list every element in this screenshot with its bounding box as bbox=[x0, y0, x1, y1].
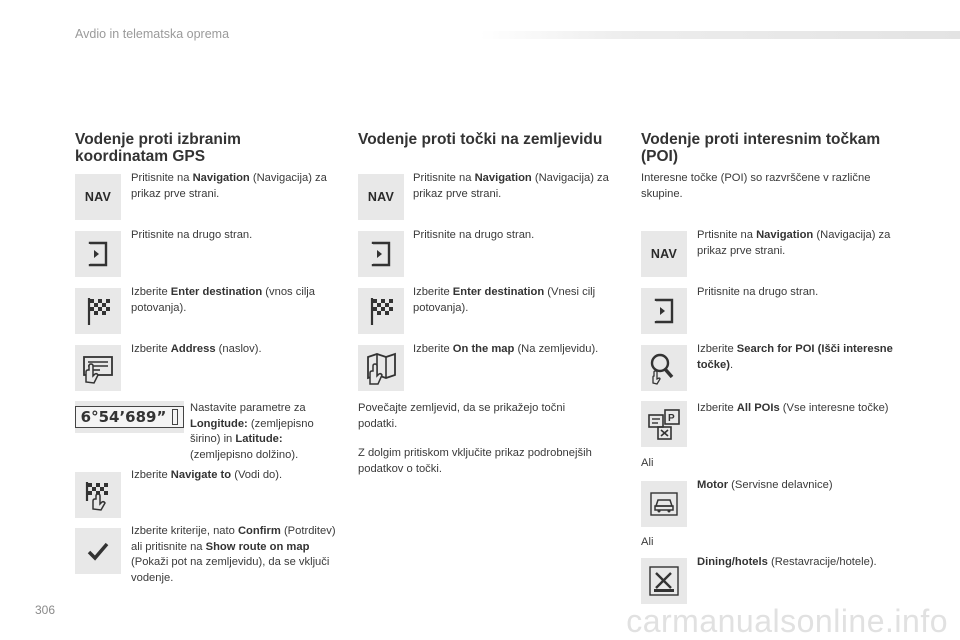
checkmark-icon bbox=[75, 528, 121, 574]
dining-hotels-icon bbox=[641, 558, 687, 604]
motor-car-icon bbox=[641, 481, 687, 527]
search-poi-icon bbox=[641, 345, 687, 391]
col3-step6-text: Dining/hotels (Restavracije/hotele). bbox=[697, 556, 877, 568]
col1-title-line2: koordinatam GPS bbox=[75, 148, 206, 165]
col2-paragraph-longpress: Z dolgim pritiskom vključite prikaz podrobnejših podatkov o točki. bbox=[358, 447, 592, 475]
nav-button-icon: NAV bbox=[358, 174, 404, 220]
nav-button-icon: NAV bbox=[75, 174, 121, 220]
col2-paragraph-zoom: Povečajte zemljevid, da se prikažejo točni podatki. bbox=[358, 402, 566, 430]
col1-step7-text: Izberite kriterije, nato Confirm (Potrditev) ali pritisnite na Show route on map (Pokaži pot na zemljevidu), da se vključi vodenje. bbox=[131, 525, 336, 584]
coordinate-display-icon bbox=[75, 401, 184, 433]
col2-step4-text: Izberite On the map (Na zemljevidu). bbox=[413, 343, 599, 355]
col3-step4-text: Izberite All POIs (Vse interesne točke) bbox=[697, 402, 889, 414]
page-number: 306 bbox=[35, 603, 56, 617]
next-page-icon bbox=[358, 231, 404, 277]
col3-or-2: Ali bbox=[641, 536, 654, 548]
map-touch-icon bbox=[358, 345, 404, 391]
col3-or-1: Ali bbox=[641, 457, 654, 469]
nav-button-icon: NAV bbox=[641, 231, 687, 277]
col1-step1-text: Pritisnite na Navigation (Navigacija) za prikaz prve strani. bbox=[131, 172, 327, 200]
all-pois-icon bbox=[641, 401, 687, 447]
next-page-icon bbox=[641, 288, 687, 334]
col3-title-line2: (POI) bbox=[641, 148, 679, 165]
col2-title: Vodenje proti točki na zemljevidu bbox=[358, 131, 603, 148]
col1-title-line1: Vodenje proti izbranim bbox=[75, 131, 241, 148]
col1-step3-text: Izberite Enter destination (vnos cilja potovanja). bbox=[131, 286, 316, 314]
col3-title bbox=[641, 131, 880, 165]
next-page-icon bbox=[75, 231, 121, 277]
col3-step1-text: Prtisnite na Navigation (Navigacija) za prikaz prve strani. bbox=[697, 229, 891, 257]
col2-step3-text: Izberite Enter destination (Vnesi cilj potovanja). bbox=[413, 286, 596, 314]
col1-step6-text: Izberite Navigate to (Vodi do). bbox=[131, 469, 283, 481]
col1-step4-text: Izberite Address (naslov). bbox=[131, 343, 262, 355]
svg-text:P: P bbox=[668, 413, 675, 424]
page-header-title: Avdio in telematska oprema bbox=[75, 27, 230, 41]
coordinate-value: 6°54’689” bbox=[80, 408, 167, 426]
checkered-flag-icon bbox=[75, 288, 121, 334]
checkered-flag-icon bbox=[358, 288, 404, 334]
col3-step5-text: Motor (Servisne delavnice) bbox=[697, 479, 833, 491]
cursor-icon bbox=[172, 409, 178, 425]
col1-title bbox=[75, 131, 241, 165]
header-gradient-bar bbox=[480, 31, 960, 39]
navigate-to-flag-icon bbox=[75, 472, 121, 518]
col3-step3-text: Izberite Search for POI (Išči interesne točke). bbox=[697, 343, 893, 371]
watermark: carmanualsonline.info bbox=[626, 603, 948, 639]
address-keyboard-icon bbox=[75, 345, 121, 391]
col1-step5-text: Nastavite parametre za Longitude: (zemljepisno širino) in Latitude: (zemljepisno dolžino). bbox=[190, 402, 314, 461]
col2-step2-text: Pritisnite na drugo stran. bbox=[413, 229, 535, 241]
col3-step2-text: Pritisnite na drugo stran. bbox=[697, 286, 819, 298]
col3-title-line1: Vodenje proti interesnim točkam bbox=[641, 131, 881, 148]
col2-step1-text: Pritisnite na Navigation (Navigacija) za prikaz prve strani. bbox=[413, 172, 609, 200]
col3-intro-text: Interesne točke (POI) so razvrščene v različne skupine. bbox=[641, 172, 871, 200]
col1-step2-text: Pritisnite na drugo stran. bbox=[131, 229, 253, 241]
